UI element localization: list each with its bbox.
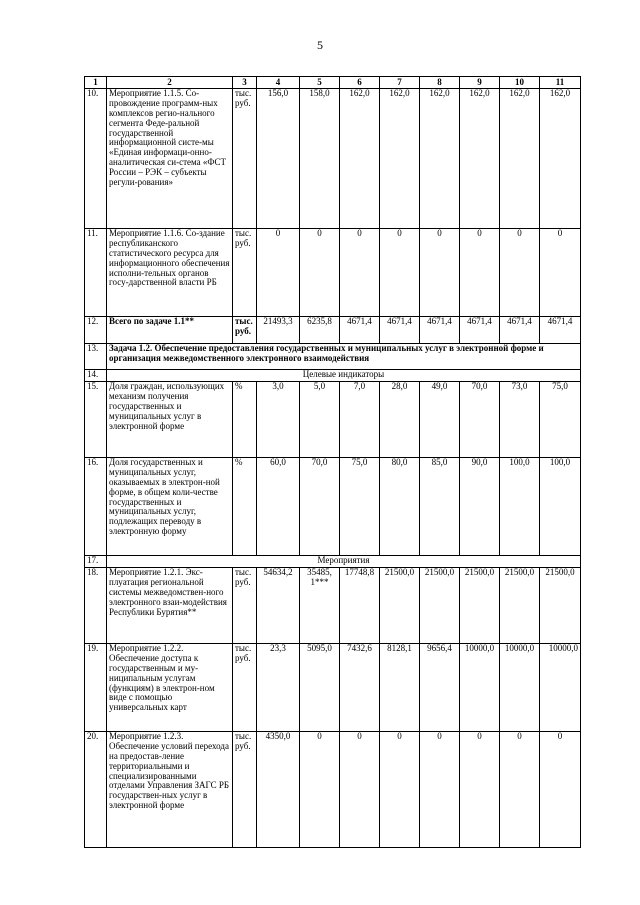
row-unit: % [233,382,257,458]
header-cell: 10 [500,77,540,89]
value-cell: 70,0 [460,382,500,458]
value-cell: 75,0 [340,458,380,556]
table-row [85,317,581,344]
value-cell: 0 [420,229,460,317]
row-number: 10. [85,89,107,229]
header-cell: 2 [107,77,233,89]
header-row [85,77,581,89]
value-cell: 162,0 [340,89,380,229]
row-number: 11. [85,229,107,317]
row-number: 20. [85,732,107,848]
section-label: Целевые индикаторы [107,370,581,382]
value-cell: 21500,0 [420,568,460,644]
value-cell: 3,0 [257,382,300,458]
row-name: Всего по задаче 1.1** [107,317,233,344]
header-cell: 3 [233,77,257,89]
value-cell: 6235,8 [300,317,340,344]
value-cell: 4671,4 [500,317,540,344]
table-row [85,556,581,568]
value-cell: 4671,4 [340,317,380,344]
table-row [85,370,581,382]
header-cell: 11 [540,77,581,89]
row-unit: тыс. руб. [233,317,257,344]
row-name: Мероприятие 1.2.3. Обеспечение условий перехода на предостав-ление территориальными и специализированными отделами Управления ЗАГС РБ государствен-ных услуг в электронной форме [107,732,233,848]
value-cell: 0 [300,732,340,848]
header-cell: 5 [300,77,340,89]
value-cell: 4671,4 [460,317,500,344]
value-cell: 90,0 [460,458,500,556]
row-number: 15. [85,382,107,458]
row-number: 13. [85,344,107,370]
value-cell: 21493,3 [257,317,300,344]
value-cell: 0 [500,732,540,848]
value-cell: 100,0 [540,458,581,556]
value-cell: 162,0 [500,89,540,229]
section-label: Мероприятия [107,556,581,568]
value-cell: 73,0 [500,382,540,458]
table-row [85,229,581,317]
table-row [85,382,581,458]
value-cell: 0 [540,732,581,848]
table-row [85,344,581,370]
header-cell: 7 [380,77,420,89]
row-name: Мероприятие 1.1.5. Со-провождение программ-ных комплексов регио-нального сегмента Феде-ральной государственной информационной систе-мы «Единая информаци-онно-аналитическая си-стема «ФСТ России – РЭК – субъекты регули-рования» [107,89,233,229]
value-cell: 9656,4 [420,644,460,732]
row-number: 18. [85,568,107,644]
row-number: 16. [85,458,107,556]
value-cell: 17748,8 [340,568,380,644]
value-cell: 70,0 [300,458,340,556]
value-cell: 7432,6 [340,644,380,732]
value-cell: 21500,0 [380,568,420,644]
value-cell: 158,0 [300,89,340,229]
value-cell: 162,0 [420,89,460,229]
row-number: 19. [85,644,107,732]
section-title: Задача 1.2. Обеспечение предоставления государственных и муниципальных услуг в электронной форме и организация межведомственного электронного взаимодействия [107,344,581,370]
row-number: 17. [85,556,107,568]
value-cell: 21500,0 [500,568,540,644]
value-cell: 60,0 [257,458,300,556]
page-number: 5 [317,38,323,52]
table-row [85,644,581,732]
row-number: 14. [85,370,107,382]
value-cell: 0 [500,229,540,317]
value-cell: 4671,4 [540,317,581,344]
value-cell: 5,0 [300,382,340,458]
program-table [84,76,581,848]
value-cell: 4350,0 [257,732,300,848]
header-cell: 6 [340,77,380,89]
value-cell: 49,0 [420,382,460,458]
row-name: Мероприятие 1.2.2. Обеспечение доступа к государственным и му-ниципальным услугам (функциям) в электрон-ном виде с помощью универсальных карт [107,644,233,732]
value-cell: 80,0 [380,458,420,556]
table-row [85,458,581,556]
value-cell: 4671,4 [380,317,420,344]
value-cell: 10000,0 [460,644,500,732]
value-cell: 0 [340,732,380,848]
row-name: Доля государственных и муниципальных услуг, оказываемых в электрон-ной форме, в общем коли-честве государственных и муниципальных услуг, подлежащих переводу в электронную форму [107,458,233,556]
value-cell: 100,0 [500,458,540,556]
value-cell: 0 [540,229,581,317]
value-cell: 0 [300,229,340,317]
row-name: Мероприятие 1.1.6. Со-здание республиканского статистического ресурса для информационного обеспечения исполни-тельных органов госу-дарственной власти РБ [107,229,233,317]
value-cell: 7,0 [340,382,380,458]
value-cell: 21500,0 [460,568,500,644]
table-row [85,89,581,229]
value-cell: 0 [420,732,460,848]
value-cell: 0 [460,229,500,317]
value-cell: 162,0 [540,89,581,229]
value-cell: 5095,0 [300,644,340,732]
value-cell: 35485, 1*** [300,568,340,644]
table-row [85,568,581,644]
value-cell: 54634,2 [257,568,300,644]
value-cell: 28,0 [380,382,420,458]
value-cell: 0 [460,732,500,848]
row-unit: тыс. руб. [233,568,257,644]
header-cell: 4 [257,77,300,89]
value-cell: 162,0 [460,89,500,229]
row-number: 12. [85,317,107,344]
row-unit: тыс. руб. [233,229,257,317]
value-cell: 156,0 [257,89,300,229]
value-cell: 8128,1 [380,644,420,732]
value-cell: 0 [340,229,380,317]
value-cell: 0 [380,229,420,317]
row-unit: тыс. руб. [233,644,257,732]
header-cell: 9 [460,77,500,89]
row-unit: тыс. руб. [233,89,257,229]
value-cell: 4671,4 [420,317,460,344]
value-cell: 85,0 [420,458,460,556]
table-row [85,732,581,848]
row-name: Доля граждан, использующих механизм получения государственных и муниципальных услуг в электронной форме [107,382,233,458]
row-unit: % [233,458,257,556]
value-cell: 10000,0 [500,644,540,732]
value-cell: 23,3 [257,644,300,732]
row-unit: тыс. руб. [233,732,257,848]
header-cell: 1 [85,77,107,89]
value-cell: 21500,0 [540,568,581,644]
header-cell: 8 [420,77,460,89]
value-cell: 10000,0 [540,644,581,732]
value-cell: 0 [257,229,300,317]
value-cell: 162,0 [380,89,420,229]
value-cell: 75,0 [540,382,581,458]
value-cell: 0 [380,732,420,848]
row-name: Мероприятие 1.2.1. Экс-плуатация региональной системы межведомствен-ного электронного взаи-модействия Республики Бурятия** [107,568,233,644]
